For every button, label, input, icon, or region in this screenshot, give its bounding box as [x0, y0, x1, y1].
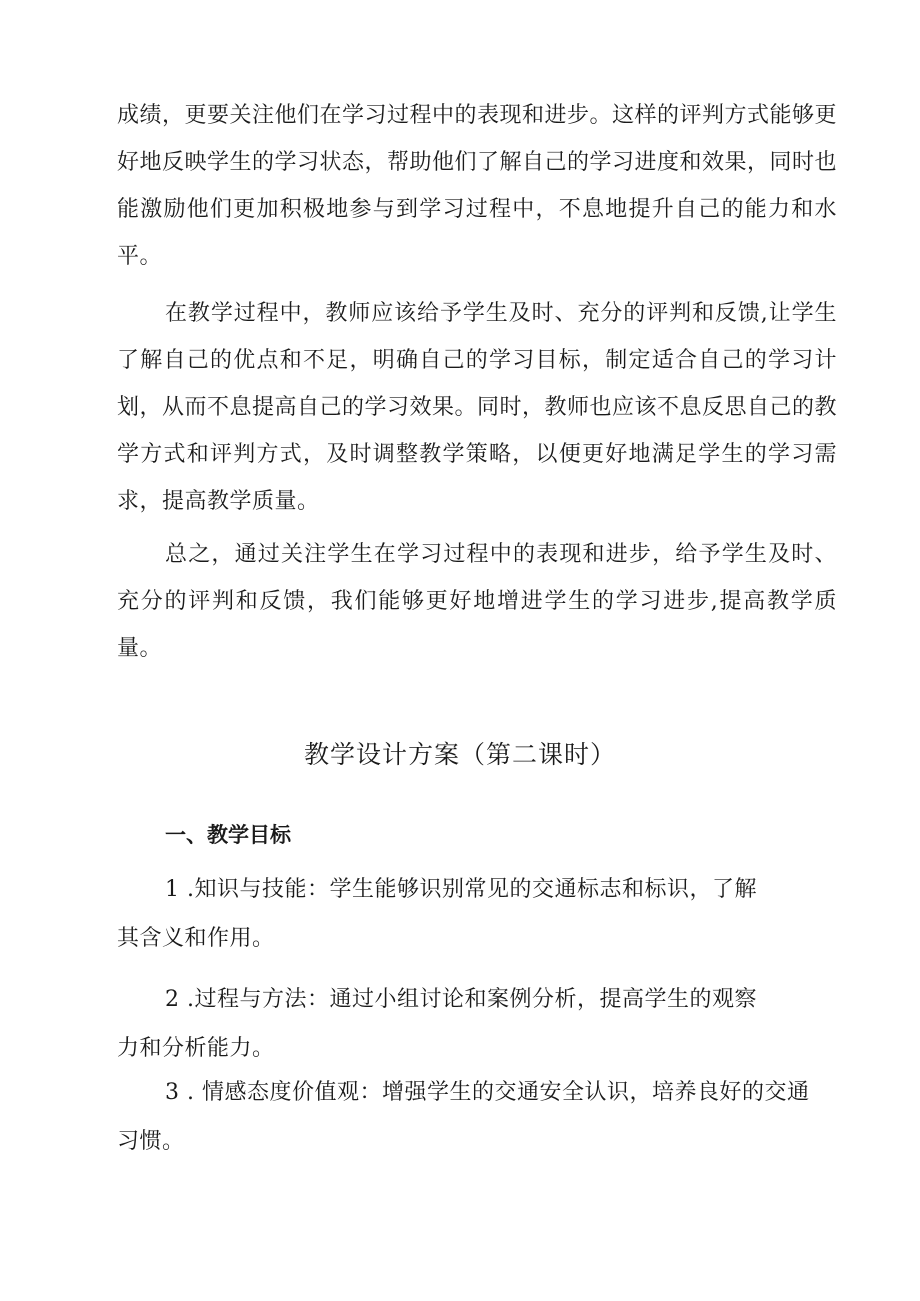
- objective-1-line-1: 1 .知识与技能：学生能够识别常见的交通标志和标识，了解: [165, 877, 757, 902]
- section-heading-objectives: 一、教学目标: [165, 823, 291, 847]
- objective-2-line-1: 2 .过程与方法：通过小组讨论和案例分析，提高学生的观察: [165, 987, 757, 1012]
- paragraph-teaching-feedback: 在教学过程中，教师应该给予学生及时、充分的评判和反馈,让学生了解自己的优点和不足，明确自己的学习目标，制定适合自己的学习计划，从而不息提高自己的学习效果。同时，教师也应该不息反思自己的教学方式和评判方式，及时调整教学策略，以便更好地满足学生的学习需求，提高教学质量。: [117, 301, 838, 514]
- objective-3-line-1: 3 . 情感态度价值观：增强学生的交通安全认识，培养良好的交通: [165, 1080, 810, 1105]
- document-title: 教学设计方案（第二课时）: [303, 740, 616, 769]
- objective-1-line-2: 其含义和作用。: [117, 926, 275, 951]
- objective-2-line-2: 力和分析能力。: [117, 1036, 275, 1061]
- paragraph-summary: 总之，通过关注学生在学习过程中的表现和进步，给予学生及时、充分的评判和反馈，我们能够更好地增进学生的学习进步,提高教学质量。: [117, 542, 837, 661]
- objective-3-line-2: 习惯。: [117, 1129, 185, 1154]
- paragraph-continuation: 成绩，更要关注他们在学习过程中的表现和进步。这样的评判方式能够更好地反映学生的学习状态，帮助他们了解自己的学习进度和效果，同时也能激励他们更加积极地参与到学习过程中，不息地提升自己的能力和水平。: [117, 103, 838, 269]
